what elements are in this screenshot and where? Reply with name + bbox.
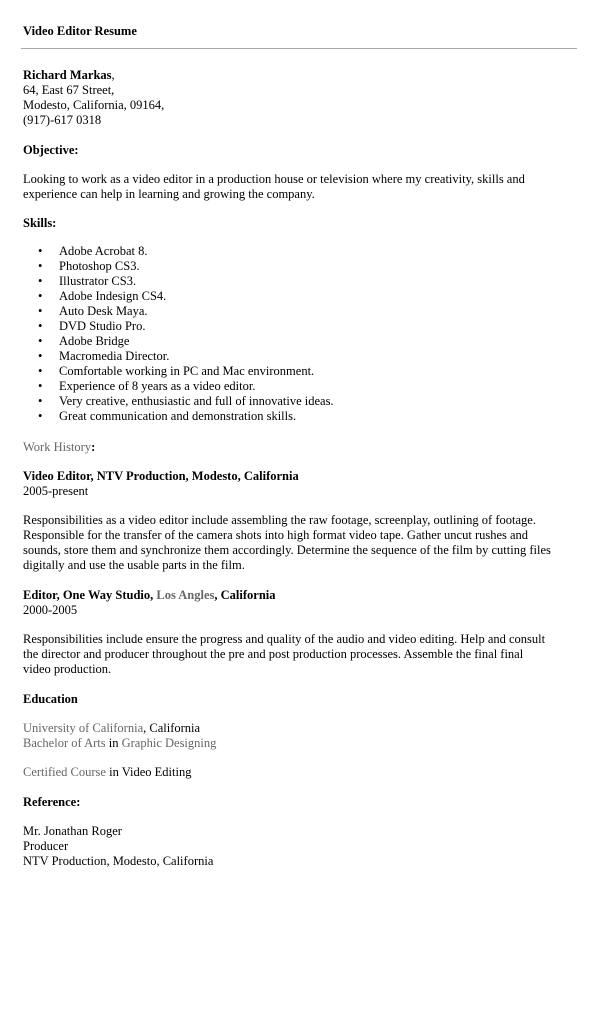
skill-item: • Adobe Indesign CS4. <box>23 289 334 304</box>
address-line-1: 64, East 67 Street, <box>23 83 115 97</box>
skills-list <box>23 244 334 424</box>
course-suffix: in Video Editing <box>105 765 192 779</box>
job-1-dates: 2005-present <box>23 484 89 498</box>
objective-line-2: experience can help in learning and growing the company. <box>23 187 315 201</box>
work-history-suffix: : <box>91 440 96 454</box>
skill-item: • Very creative, enthusiastic and full of innovative ideas. <box>23 394 334 409</box>
job-2-dates: 2000-2005 <box>23 603 78 617</box>
education-details <box>23 721 563 751</box>
job-2-location-link[interactable]: Los Angles <box>156 588 215 602</box>
header-divider <box>21 48 577 49</box>
skill-item: • Adobe Bridge <box>23 334 334 349</box>
skill-item: • Great communication and demonstration skills. <box>23 409 334 424</box>
job-2-title <box>23 588 563 603</box>
skill-item: • DVD Studio Pro. <box>23 319 334 334</box>
skill-item: • Auto Desk Maya. <box>23 304 334 319</box>
job-1-desc-line: Responsible for the transfer of the camera shots into high format video tape. Gather uncut rushes and <box>23 528 529 542</box>
contact-name: Richard Markas <box>23 68 112 82</box>
job-1-description <box>23 513 563 573</box>
skill-item: • Comfortable working in PC and Mac environment. <box>23 364 334 379</box>
job-2-desc-line: the director and producer throughout the pre and post production processes. Assemble the final final <box>23 647 524 661</box>
job-2-desc-line: Responsibilities include ensure the progress and quality of the audio and video editing. Help and consult <box>23 632 546 646</box>
reference-heading: Reference: <box>23 795 81 809</box>
work-history-heading <box>23 440 563 455</box>
document-title: Video Editor Resume <box>23 24 137 38</box>
degree-line <box>23 736 563 751</box>
reference-role: Producer <box>23 839 69 853</box>
job-2-description <box>23 632 563 677</box>
job-2-title-part-2: , California <box>214 588 276 602</box>
university-suffix: , California <box>143 721 201 735</box>
reference-details <box>23 824 563 869</box>
work-history-link[interactable]: Work History <box>23 440 92 454</box>
university-link[interactable]: University of California <box>23 721 144 735</box>
skills-heading: Skills: <box>23 216 57 230</box>
skill-item: • Photoshop CS3. <box>23 259 334 274</box>
job-2-header <box>23 588 563 618</box>
reference-name: Mr. Jonathan Roger <box>23 824 122 838</box>
job-2-title-part-1: Editor, One Way Studio, <box>23 588 157 602</box>
address-line-2: Modesto, California, 09164, <box>23 98 165 112</box>
contact-name-suffix: , <box>111 68 115 82</box>
job-1-title: Video Editor, NTV Production, Modesto, California <box>23 469 299 483</box>
job-1-header <box>23 469 563 499</box>
objective-line-1: Looking to work as a video editor in a production house or television where my creativity, skills and <box>23 172 525 186</box>
course-link[interactable]: Certified Course <box>23 765 106 779</box>
education-heading: Education <box>23 692 78 706</box>
degree-link[interactable]: Bachelor of Arts <box>23 736 106 750</box>
job-1-desc-line: sounds, store them and synchronize them accordingly. Determine the sequence of the film by cutting files <box>23 543 551 557</box>
objective-text <box>23 172 563 202</box>
job-2-desc-line: video production. <box>23 662 112 676</box>
skill-item: • Illustrator CS3. <box>23 274 334 289</box>
contact-block <box>23 68 563 128</box>
job-1-desc-line: Responsibilities as a video editor include assembling the raw footage, screenplay, outlining of footage. <box>23 513 536 527</box>
job-1-desc-line: digitally and use the usable parts in the film. <box>23 558 245 572</box>
skill-item: • Experience of 8 years as a video editor. <box>23 379 334 394</box>
field-link[interactable]: Graphic Designing <box>121 736 217 750</box>
course-line <box>23 765 563 780</box>
contact-name-line <box>23 68 563 83</box>
skill-item: • Macromedia Director. <box>23 349 334 364</box>
skill-item: • Adobe Acrobat 8. <box>23 244 334 259</box>
objective-heading: Objective: <box>23 143 79 157</box>
reference-company: NTV Production, Modesto, California <box>23 854 214 868</box>
degree-mid: in <box>105 736 122 750</box>
phone-number: (917)-617 0318 <box>23 113 102 127</box>
university-line <box>23 721 563 736</box>
